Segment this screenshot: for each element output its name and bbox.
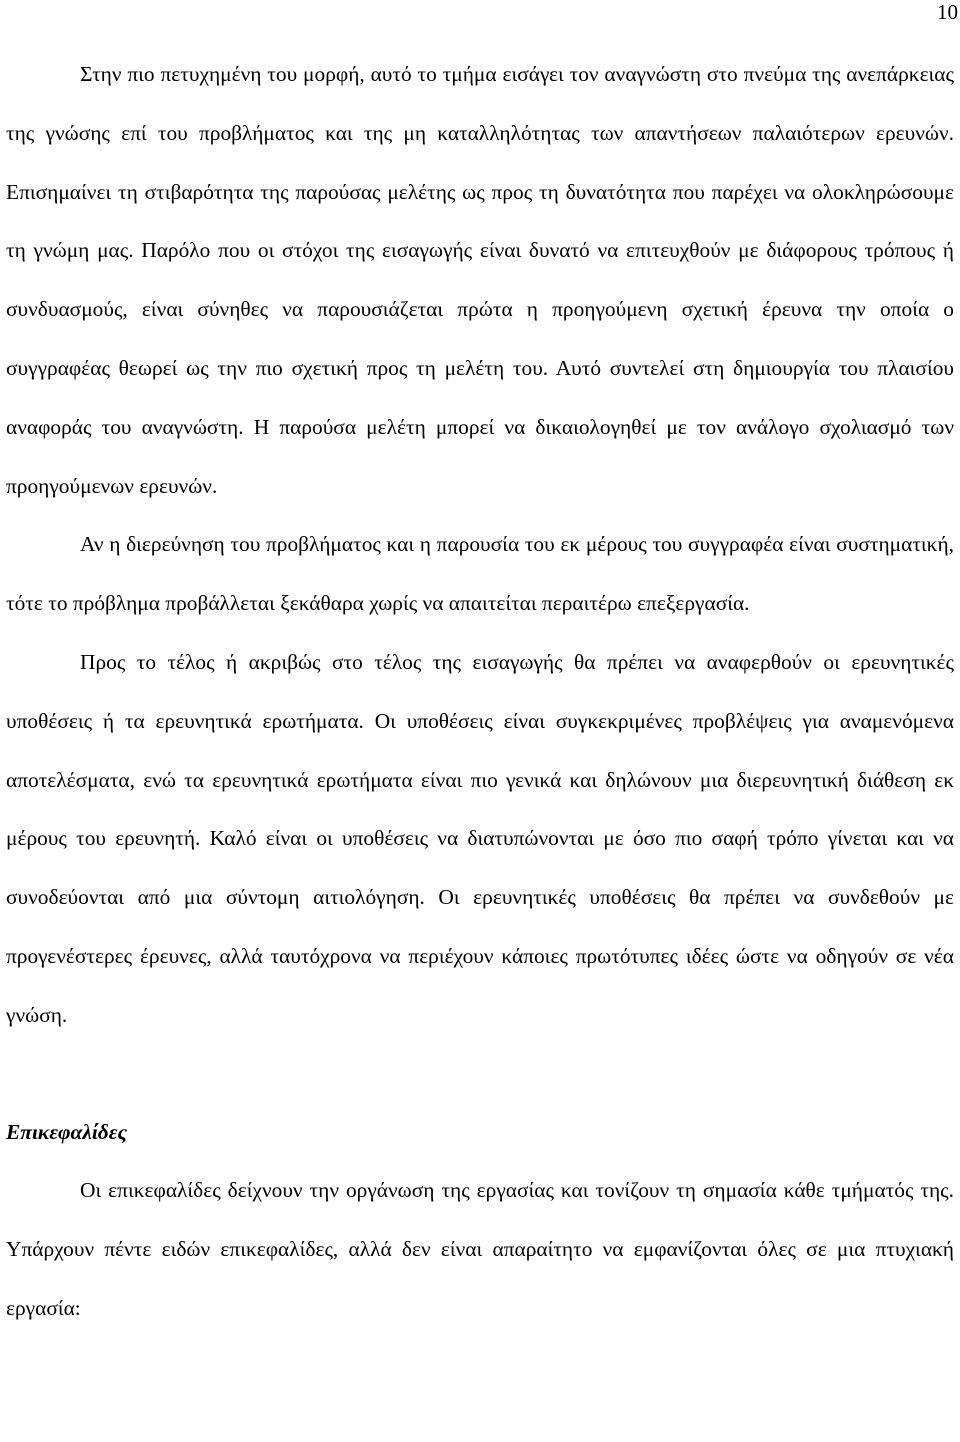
page-content xyxy=(6,45,954,1338)
paragraph-headings-description: Οι επικεφαλίδες δείχνουν την οργάνωση της εργασίας και τονίζουν τη σημασία κάθε τμήματός της. Υπάρχουν πέντε ειδών επικεφαλίδες, αλλά δεν είναι απαραίτητο να εμφανίζονται όλες σε μια πτυχιακή εργασία: xyxy=(6,1178,954,1320)
paragraph-research-hypotheses: Προς το τέλος ή ακριβώς στο τέλος της εισαγωγής θα πρέπει να αναφερθούν οι ερευνητικές υποθέσεις ή τα ερευνητικά ερωτήματα. Οι υποθέσεις είναι συγκεκριμένες προβλέψεις για αναμενόμενα αποτελέσματα, ενώ τα ερευνητικά ερωτήματα είναι πιο γενικά και δηλώνουν μια διερευνητική διάθεση εκ μέρους του ερευνητή. Καλό είναι οι υποθέσεις να διατυπώνονται με όσο πιο σαφή τρόπο γίνεται και να συνοδεύονται από μια σύντομη αιτιολόγηση. Οι ερευνητικές υποθέσεις θα πρέπει να συνδεθούν με προγενέστερες έρευνες, αλλά ταυτόχρονα να περιέχουν κάποιες πρωτότυπες ιδέες ώστε να οδηγούν σε νέα γνώση. xyxy=(6,649,954,1027)
paragraph-introduction-purpose: Στην πιο πετυχημένη του μορφή, αυτό το τμήμα εισάγει τον αναγνώστη στο πνεύμα της ανεπάρκειας της γνώσης επί του προβλήματος και της μη καταλληλότητας των απαντήσεων παλαιότερων ερευνών. Επισημαίνει τη στιβαρότητα της παρούσας μελέτης ως προς τη δυνατότητα που παρέχει να ολοκληρώσουμε τη γνώμη μας. Παρόλο που οι στόχοι της εισαγωγής είναι δυνατό να επιτευχθούν με διάφορους τρόπους ή συνδυασμούς, είναι σύνηθες να παρουσιάζεται πρώτα η προηγούμενη σχετική έρευνα την οποία ο συγγραφέας θεωρεί ως την πιο σχετική προς τη μελέτη του. Αυτό συντελεί στη δημιουργία του πλαισίου αναφοράς του αναγνώστη. Η παρούσα μελέτη μπορεί να δικαιολογηθεί με τον ανάλογο σχολιασμό των προηγούμενων ερευνών. xyxy=(6,62,954,498)
paragraph-problem-investigation: Αν η διερεύνηση του προβλήματος και η παρουσία του εκ μέρους του συγγραφέα είναι συστηματική, τότε το πρόβλημα προβάλλεται ξεκάθαρα χωρίς να απαιτείται περαιτέρω επεξεργασία. xyxy=(6,532,954,616)
section-heading-headings: Επικεφαλίδες xyxy=(6,1119,128,1144)
page-number: 10 xyxy=(937,0,958,24)
